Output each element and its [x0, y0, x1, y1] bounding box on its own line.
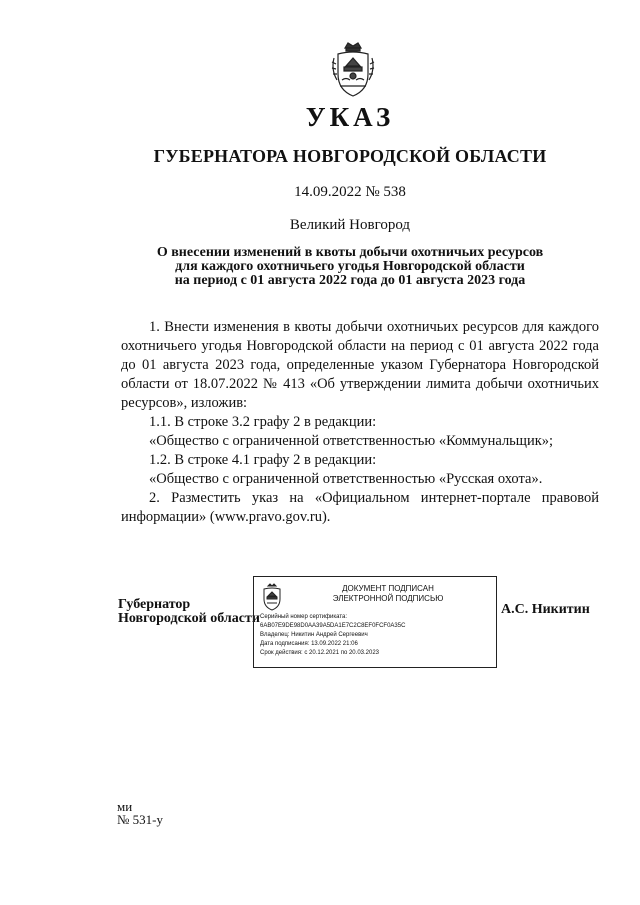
stamp-header: [288, 584, 488, 604]
certificate-owner: Владелец: Никитин Андрей Сергеевич: [260, 632, 368, 638]
heading-line: О внесении изменений в квоты добычи охотничьих ресурсов: [156, 245, 544, 260]
issuer-title: ГУБЕРНАТОРА НОВГОРОДСКОЙ ОБЛАСТИ: [153, 146, 547, 166]
date-number-line: [0, 184, 640, 201]
document-number: 538: [383, 184, 406, 200]
paragraph-1-2-text: «Общество с ограниченной ответственностью «Русская охота».: [149, 471, 543, 487]
serial-number: 6AB07E9DE98D0AA39A5DA1E7C2C8EF0FCF0A35C: [260, 623, 406, 629]
stamp-title: ДОКУМЕНТ ПОДПИСАН: [342, 584, 434, 593]
number-sign: №: [365, 184, 380, 200]
signatory-name: А.С. Никитин: [501, 602, 590, 617]
novgorod-coat-of-arms-icon: [328, 40, 378, 100]
validity-period: Срок действия: с 20.12.2021 по 20.03.2023: [260, 650, 380, 656]
position-line: Губернатор: [118, 597, 191, 612]
signing-date: Дата подписания: 13.09.2022 21:06: [260, 641, 358, 647]
footer-number: № 531-у: [117, 812, 163, 827]
paragraph-2: 2. Разместить указ на «Официальном интернет-портале правовой информации» (www.pravo.gov.ru).: [121, 490, 599, 525]
electronic-signature-stamp: [253, 576, 497, 668]
serial-label: Серийный номер сертификата:: [260, 614, 348, 620]
paragraph-1-2: 1.2. В строке 4.1 графу 2 в редакции:: [149, 452, 377, 468]
heading-line: на период с 01 августа 2022 года до 01 августа 2023 года: [174, 273, 526, 288]
document-date: 14.09.2022: [294, 184, 362, 200]
paragraph-1: 1. Внести изменения в квоты добычи охотничьих ресурсов для каждого охотничьего угодья Новгородской области на период с 01 августа 2022 года до 01 августа 2023 года, определенные указом Губернатора Новгородской области от 18.07.2022 № 413 «Об утверждении лимита добычи охотничьих ресурсов», изложив:: [121, 319, 599, 411]
position-line: Новгородской области: [118, 611, 260, 626]
heading-line: для каждого охотничьего угодья Новгородской области: [175, 259, 525, 274]
document-title: УКАЗ: [305, 102, 395, 132]
footer-initials: ми: [117, 799, 133, 814]
city: Великий Новгород: [289, 217, 411, 233]
document-body: [121, 318, 599, 527]
stamp-title: ЭЛЕКТРОННОЙ ПОДПИСЬЮ: [332, 594, 444, 603]
footer-note: [117, 800, 163, 826]
stamp-details: [260, 613, 494, 658]
signatory-position: [118, 598, 260, 626]
coat-of-arms-icon: [260, 583, 284, 611]
document-heading: [140, 246, 560, 288]
paragraph-1-1-text: «Общество с ограниченной ответственностью «Коммунальщик»;: [149, 433, 554, 449]
paragraph-1-1: 1.1. В строке 3.2 графу 2 в редакции:: [149, 414, 377, 430]
